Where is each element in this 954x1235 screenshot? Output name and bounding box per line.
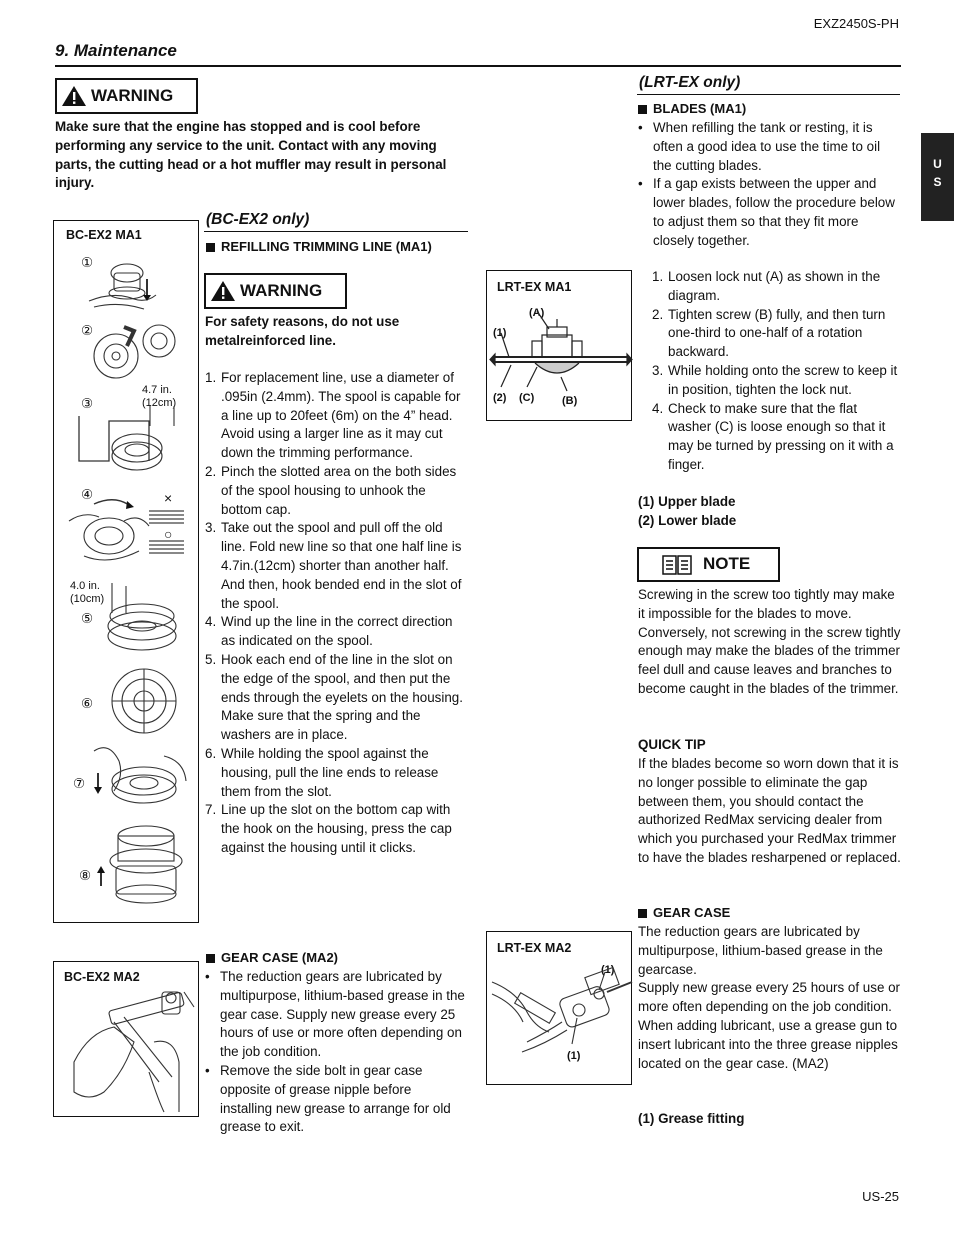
step-text: Pinch the slotted area on the both sides of the spool housing to unhook the bottom cap. — [221, 463, 457, 517]
bc-ex2-heading: (BC-EX2 only) — [206, 211, 310, 228]
warning-label: WARNING — [240, 280, 323, 300]
warning-triangle-icon — [210, 280, 236, 302]
square-bullet-icon — [206, 954, 215, 963]
step-number: 1. — [652, 269, 664, 284]
grease-fitting-legend: (1) Grease fitting — [638, 1111, 745, 1126]
warning-box-top — [55, 78, 198, 114]
bc-gear-heading: GEAR CASE (MA2) — [206, 949, 338, 968]
step-marker-8: ⑧ — [79, 868, 92, 883]
grease-gun-illustration — [54, 962, 200, 1118]
dim-label-2: 4.0 in. (10cm) — [70, 580, 105, 605]
warning-label: WARNING — [91, 85, 174, 105]
step-item — [205, 745, 470, 801]
bc-ex2-steps — [205, 369, 470, 858]
label-a: (A) — [529, 307, 545, 319]
label-c: (C) — [519, 392, 535, 404]
page-number: US-25 — [862, 1189, 899, 1204]
blade-adjust-illustration — [487, 271, 633, 422]
step-number: 1. — [205, 370, 217, 385]
step-marker-6: ⑥ — [81, 696, 94, 711]
step-item — [652, 268, 902, 306]
note-box — [637, 547, 780, 582]
label-1-bottom: (1) — [567, 1050, 581, 1062]
step-text: Check to make sure that the flat washer (C) is loose enough so that it may be turned by pressing on it with a finger. — [668, 400, 894, 472]
refill-heading: REFILLING TRIMMING LINE (MA1) — [206, 238, 432, 257]
figure-label: BC-EX2 MA2 — [64, 970, 140, 984]
step-item — [205, 369, 470, 463]
step-text: Line up the slot on the bottom cap with the hook on the housing, press the cap against the housing until it clicks. — [221, 802, 452, 855]
section-title: 9. Maintenance — [55, 41, 177, 60]
step-marker-2: ② — [81, 323, 94, 338]
label-2: (2) — [493, 392, 507, 404]
step-text: Hook each end of the line in the slot on the edge of the spool, and then put the ends through the eyelets on the housing. Make sure that the spring and the washers are in place. — [221, 651, 463, 743]
note-label: NOTE — [703, 554, 751, 574]
figure-bc-ex2-ma1 — [53, 220, 199, 923]
step-number: 5. — [205, 651, 217, 667]
warning-triangle-icon — [61, 85, 87, 107]
bc-ex2-warning-text: For safety reasons, do not use metalreinforced line. — [205, 314, 400, 348]
label-b: (B) — [562, 395, 578, 407]
dim-label-1: 4.7 in. (12cm) — [142, 384, 177, 409]
step-text: Wind up the line in the correct direction as indicated on the spool. — [221, 614, 453, 649]
list-item: • If a gap exists between the upper and lower blades, follow the procedure below to adjust them so that they fit more closely together. — [637, 175, 902, 250]
step-number: 3. — [652, 362, 664, 378]
step-text: Take out the spool and pull off the old line. Fold new line so that one half line is 4.7in.(12cm) shorter than another half. And then, hook bended end in the slot of the spool. — [221, 520, 462, 611]
grease-gun-gearcase-illustration — [487, 932, 633, 1086]
wrong-mark: × — [164, 490, 173, 506]
side-tab-us: U S — [921, 133, 954, 221]
figure-lrt-ex-ma2 — [486, 931, 632, 1085]
step-number: 6. — [205, 745, 217, 761]
lrt-ex-steps — [652, 268, 902, 475]
step-number: 2. — [652, 306, 664, 322]
legend-upper-blade: (1) Upper blade — [638, 494, 736, 509]
list-item: • The reduction gears are lubricated by multipurpose, lithium-based grease in the gear case. Supply new grease every 25 hours of use or more often depending on the job condition. — [204, 968, 466, 1062]
bc-gear-bullets — [204, 968, 466, 1137]
lrt-gear-text: The reduction gears are lubricated by multipurpose, lithium-based grease in the gearcase. Supply new grease every 25 hours of use or more often depending on the job condition. When adding lubricant, use a grease gun to insert lubricant into the three grease nipples located on the gear case. (MA2) — [638, 924, 901, 1071]
bc-ex2-rule — [204, 231, 468, 232]
step-number: 4. — [205, 614, 217, 630]
model-number: EXZ2450S-PH — [813, 16, 899, 31]
square-bullet-icon — [206, 243, 215, 252]
note-text: Screwing in the screw too tightly may make it impossible for the blades to move. Conversely, not screwing in the screw tightly enough may make the blades of the trimmer feel dull and cause leaves and branches to become caught in the blades of the trimmer. — [638, 587, 901, 696]
figure-bc-ex2-ma2 — [53, 961, 199, 1117]
step-marker-7: ⑦ — [73, 776, 86, 791]
step-item — [205, 463, 470, 519]
step-text: For replacement line, use a diameter of .095in (2.4mm). The spool is capable for a line up to 20feet (6m) on the 4” head. Avoid using a larger line as it may cut down the trimming performance. — [221, 370, 461, 461]
list-item: • Remove the side bolt in gear case opposite of grease nipple before installing new grease to arrange for old grease to exit. — [204, 1062, 466, 1137]
step-marker-1: ① — [81, 255, 94, 270]
step-marker-5: ⑤ — [81, 611, 94, 626]
figure-label: BC-EX2 MA1 — [66, 228, 142, 242]
step-text: Loosen lock nut (A) as shown in the diagram. — [668, 269, 881, 303]
step-item — [652, 306, 902, 362]
lrt-ex-rule — [637, 94, 900, 95]
quick-tip-text: If the blades become so worn down that it is no longer possible to eliminate the gap between them, you should contact the authorized RedMax servicing dealer from which you purchased your RedMax trimmer to have the blades resharpened or replaced. — [638, 756, 901, 865]
step-text: While holding the spool against the housing, pull the line ends to release them from the slot. — [221, 745, 439, 799]
step-number: 3. — [205, 520, 217, 536]
list-item: • When refilling the tank or resting, it is often a good idea to use the time to oil the cutting blades. — [637, 119, 902, 175]
step-number: 2. — [205, 463, 217, 479]
square-bullet-icon — [638, 909, 647, 918]
step-marker-3: ③ — [81, 396, 94, 411]
step-text: Tighten screw (B) fully, and then turn one-third to one-half of a rotation backward. — [668, 306, 886, 360]
warning-box-bc-ex2 — [204, 273, 347, 309]
step-item — [205, 519, 470, 613]
blades-heading: BLADES (MA1) — [638, 100, 746, 119]
correct-mark: ○ — [164, 526, 173, 542]
label-1: (1) — [493, 327, 507, 339]
step-number: 7. — [205, 802, 217, 818]
quick-tip-heading: QUICK TIP — [638, 737, 706, 752]
blades-bullets — [637, 119, 902, 251]
note-book-icon — [661, 554, 693, 576]
step-item — [205, 801, 470, 857]
lrt-gear-heading: GEAR CASE — [638, 904, 730, 923]
step-item — [652, 362, 902, 400]
header-rule — [55, 65, 901, 67]
figure-label: LRT-EX MA1 — [497, 280, 572, 294]
step-marker-4: ④ — [81, 487, 94, 502]
figure-lrt-ex-ma1 — [486, 270, 632, 421]
step-text: While holding onto the screw to keep it in position, tighten the lock nut. — [668, 362, 898, 397]
step-item — [205, 651, 470, 745]
spool-illustrations — [54, 221, 200, 924]
label-1-top: (1) — [601, 964, 615, 976]
step-item — [205, 613, 470, 651]
square-bullet-icon — [638, 105, 647, 114]
figure-label: LRT-EX MA2 — [497, 941, 572, 955]
lrt-ex-heading: (LRT-EX only) — [639, 74, 741, 91]
step-number: 4. — [652, 400, 664, 416]
top-warning-text: Make sure that the engine has stopped and is cool before performing any service to the unit. Contact with any moving parts, the cutting head or a hot muffler may result in personal injury. — [55, 119, 447, 191]
legend-lower-blade: (2) Lower blade — [638, 513, 737, 528]
step-item — [652, 400, 902, 475]
